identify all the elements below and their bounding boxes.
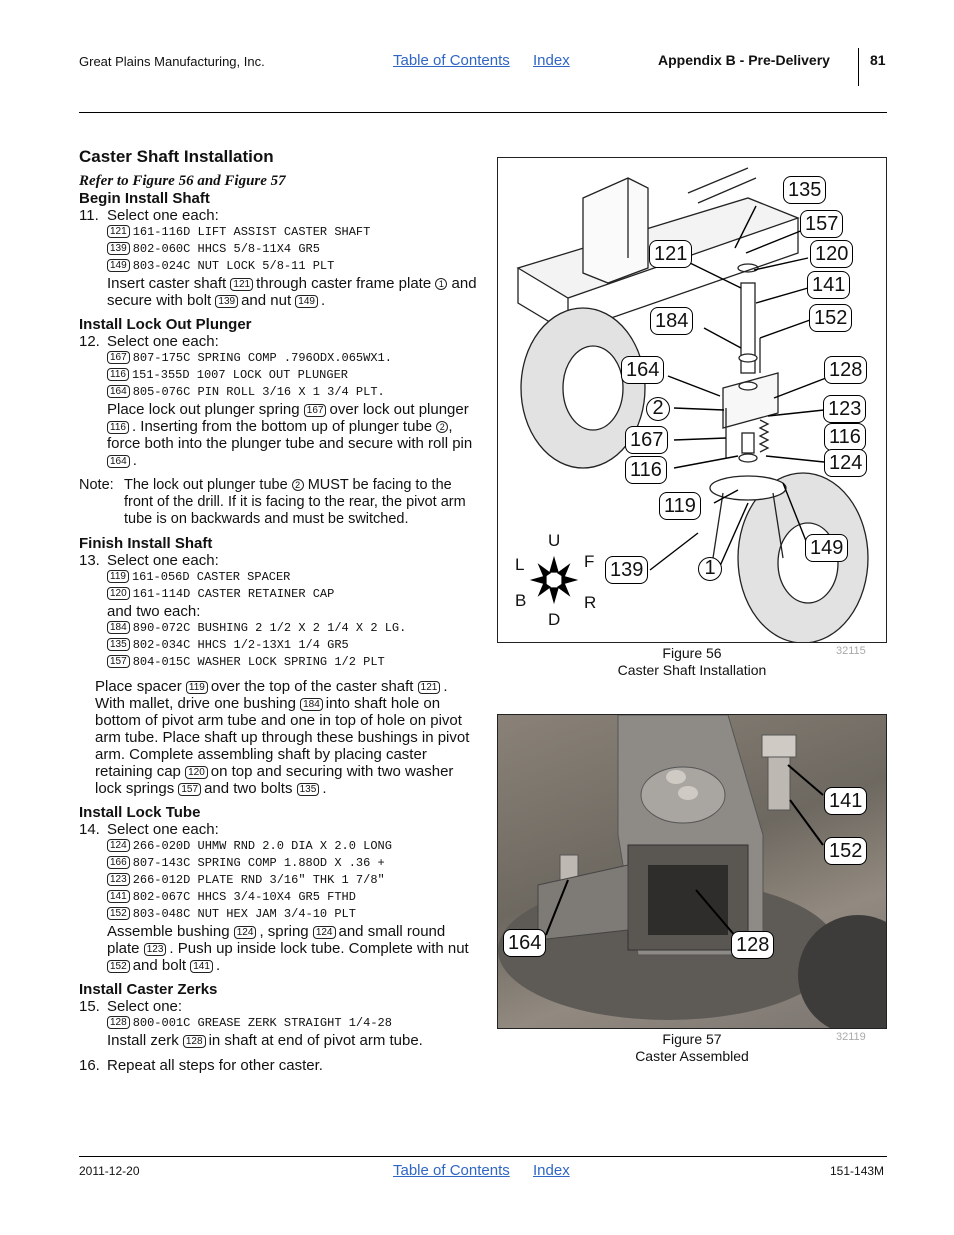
callout-116-right: 116: [824, 423, 866, 451]
step-number: 13.: [79, 552, 100, 569]
part-row: [107, 637, 479, 654]
part-row: [107, 367, 479, 384]
document-number: 151-143M: [830, 1164, 885, 1178]
figure-56-title: Caster Shaft Installation: [617, 662, 767, 678]
figure-57-title: Caster Assembled: [635, 1048, 749, 1064]
company-name: Great Plains Manufacturing, Inc.: [79, 54, 265, 69]
heading-install-lock-out-plunger: Install Lock Out Plunger: [79, 316, 252, 333]
step-16: [79, 1057, 479, 1074]
part-row: [107, 258, 479, 275]
part-ref: 141: [107, 890, 130, 903]
part-desc: 804-015C WASHER LOCK SPRING 1/2 PLT: [132, 655, 385, 669]
header-toc-link[interactable]: Table of Contents: [393, 52, 510, 69]
part-ref: 139: [107, 242, 130, 255]
parts-list-step-15: [107, 1015, 479, 1032]
and-two-each: and two each:: [107, 603, 201, 620]
step-text: Select one each:: [107, 333, 219, 350]
dir-down: D: [548, 610, 561, 629]
header-rule: [79, 112, 887, 113]
note-text: The lock out plunger tube 2 MUST be facing to the front of the drill. If it is facing to the rear, the pivot arm tube is on backwards and must be switched.: [124, 477, 466, 527]
callout-2: 2: [646, 397, 670, 421]
callout-119: 119: [659, 492, 701, 520]
page-title: Caster Shaft Installation: [79, 147, 274, 166]
parts-list-step-12: [107, 350, 479, 401]
callout-167: 167: [625, 426, 668, 454]
step-number: 11.: [79, 207, 99, 224]
part-desc: 802-034C HHCS 1/2-13X1 1/4 GR5: [132, 638, 349, 652]
step-text: Repeat all steps for other caster.: [107, 1057, 323, 1074]
part-desc: 802-067C HHCS 3/4-10X4 GR5 FTHD: [132, 890, 356, 904]
part-ref: 124: [107, 839, 130, 852]
caster-photo: [498, 715, 887, 1029]
figure-57-caption: [497, 1031, 887, 1065]
part-row: [107, 384, 479, 401]
instructions-column: [79, 148, 479, 1074]
step-number: 14.: [79, 821, 100, 838]
callout-120: 120: [810, 240, 853, 268]
callout-157: 157: [800, 210, 843, 238]
part-desc: 805-076C PIN ROLL 3/16 X 1 3/4 PLT.: [132, 385, 385, 399]
header-index-link[interactable]: Index: [533, 52, 570, 69]
part-row: [107, 1015, 479, 1032]
part-ref: 120: [107, 587, 130, 600]
figure-56-number: Figure 56: [662, 645, 722, 661]
figure-56-caption: [497, 645, 887, 679]
part-desc: 161-114D CASTER RETAINER CAP: [132, 587, 335, 601]
footer-index-link[interactable]: Index: [533, 1162, 570, 1179]
dir-right: R: [584, 593, 597, 612]
step-13: [79, 552, 479, 569]
part-desc: 266-012D PLATE RND 3/16" THK 1 7/8": [132, 873, 385, 887]
part-row: [107, 569, 479, 586]
part-desc: 802-060C HHCS 5/8-11X4 GR5: [132, 242, 320, 256]
callout-152: 152: [809, 304, 852, 332]
part-ref: 157: [107, 655, 130, 668]
part-desc: 151-355D 1007 LOCK OUT PLUNGER: [131, 368, 348, 382]
callout-139: 139: [605, 556, 648, 584]
part-desc: 161-116D LIFT ASSIST CASTER SHAFT: [132, 225, 371, 239]
callout-1: 1: [698, 557, 722, 581]
step-text: Select one each:: [107, 552, 219, 569]
part-row: [107, 872, 479, 889]
part-ref: 123: [107, 873, 130, 886]
part-row: [107, 838, 479, 855]
part-desc: 807-143C SPRING COMP 1.88OD X .36 +: [132, 856, 385, 870]
step-12: [79, 333, 479, 350]
instruction-paragraph: Insert caster shaft 121 through caster frame plate 1 and secure with bolt 139 and nut 149 .: [107, 275, 477, 309]
instruction-paragraph: Place spacer 119 over the top of the caster shaft 121 . With mallet, drive one bushing 184 into shaft hole on bottom of pivot arm tube and one in top of hole on pivot arm tube. Place shaft up through these bushings in pivot arm. Complete assembling shaft by placing caster retaining cap 120 on top and securing with two washer lock springs 157 and two bolts 135 .: [95, 678, 470, 797]
part-row: [107, 586, 479, 603]
callout-116-left: 116: [625, 456, 667, 484]
callout-141: 141: [824, 787, 867, 815]
instruction-paragraph: Assemble bushing 124 , spring 124 and small round plate 123 . Push up inside lock tube. Complete with nut 152 and bolt 141 .: [107, 923, 469, 974]
step-11: [79, 207, 479, 224]
dir-left: L: [515, 555, 525, 574]
note-label: Note:: [79, 477, 114, 493]
callout-128: 128: [824, 356, 867, 384]
step-number: 12.: [79, 333, 100, 350]
step-15: [79, 998, 479, 1015]
part-ref: 167: [107, 351, 130, 364]
dir-back: B: [515, 591, 527, 610]
page-number: 81: [870, 52, 886, 68]
part-ref: 184: [107, 621, 130, 634]
part-row: [107, 855, 479, 872]
figure-57-photo: [497, 714, 887, 1029]
step-14: [79, 821, 479, 838]
part-desc: 807-175C SPRING COMP .796ODX.065WX1.: [132, 351, 392, 365]
callout-123: 123: [823, 395, 866, 423]
callout-124: 124: [824, 449, 867, 477]
heading-install-caster-zerks: Install Caster Zerks: [79, 981, 218, 998]
part-row: [107, 620, 479, 637]
parts-list-step-11: [107, 224, 479, 275]
step-text: Select one each:: [107, 821, 219, 838]
part-ref: 128: [107, 1016, 130, 1029]
part-row: [107, 224, 479, 241]
part-desc: 803-048C NUT HEX JAM 3/4-10 PLT: [132, 907, 356, 921]
header-divider: [858, 48, 859, 86]
part-row: [107, 654, 479, 671]
dir-front: F: [584, 552, 595, 571]
part-ref: 152: [107, 907, 130, 920]
part-desc: 800-001C GREASE ZERK STRAIGHT 1/4-28: [132, 1016, 392, 1030]
part-desc: 890-072C BUSHING 2 1/2 X 2 1/4 X 2 LG.: [132, 621, 407, 635]
figure-57-id: 32119: [836, 1031, 866, 1043]
part-desc: 161-056D CASTER SPACER: [131, 570, 291, 584]
parts-list-step-14: [107, 838, 479, 923]
callout-141: 141: [807, 271, 850, 299]
heading-install-lock-tube: Install Lock Tube: [79, 804, 201, 821]
section-title: Appendix B - Pre-Delivery: [658, 52, 830, 68]
callout-149: 149: [805, 534, 848, 562]
part-desc: 803-024C NUT LOCK 5/8-11 PLT: [132, 259, 335, 273]
part-ref: 121: [107, 225, 130, 238]
part-ref: 135: [107, 638, 130, 651]
figure-reference: Refer to Figure 56 and Figure 57: [79, 173, 286, 189]
part-row: [107, 906, 479, 923]
part-ref: 119: [107, 570, 129, 583]
footer-rule: [79, 1156, 887, 1157]
part-desc: 266-020D UHMW RND 2.0 DIA X 2.0 LONG: [132, 839, 392, 853]
callout-164: 164: [503, 929, 546, 957]
direction-rose: [532, 558, 576, 602]
heading-begin-install-shaft: Begin Install Shaft: [79, 190, 210, 207]
parts-list-step-13: [107, 569, 479, 671]
footer-toc-link[interactable]: Table of Contents: [393, 1162, 510, 1179]
callout-164: 164: [621, 356, 664, 384]
part-ref: 166: [107, 856, 130, 869]
step-number: 15.: [79, 998, 100, 1015]
heading-finish-install-shaft: Finish Install Shaft: [79, 535, 213, 552]
part-ref: 164: [107, 385, 130, 398]
step-text: Select one:: [107, 998, 183, 1015]
step-number: 16.: [79, 1057, 100, 1074]
note: [79, 477, 479, 528]
callout-135: 135: [783, 176, 826, 204]
part-ref: 149: [107, 259, 130, 272]
part-ref: 116: [107, 368, 129, 381]
instruction-paragraph: Install zerk 128 in shaft at end of pivot arm tube.: [107, 1032, 423, 1049]
callout-121: 121: [649, 240, 692, 268]
part-row: [107, 889, 479, 906]
footer-date: 2011-12-20: [79, 1164, 140, 1178]
part-row: [107, 241, 479, 258]
instruction-paragraph: Place lock out plunger spring 167 over lock out plunger 116 . Inserting from the bottom up of plunger tube 2 , force both into the plunger tube and secure with roll pin 164 .: [107, 401, 473, 469]
step-text: Select one each:: [107, 207, 219, 224]
figure-56-illustration: [497, 157, 887, 643]
dir-up: U: [548, 531, 561, 550]
part-row: [107, 350, 479, 367]
figure-56-id: 32115: [836, 645, 866, 657]
callout-152: 152: [824, 837, 867, 865]
callout-184: 184: [650, 307, 693, 335]
callout-128: 128: [731, 931, 774, 959]
figure-57-number: Figure 57: [662, 1031, 722, 1047]
